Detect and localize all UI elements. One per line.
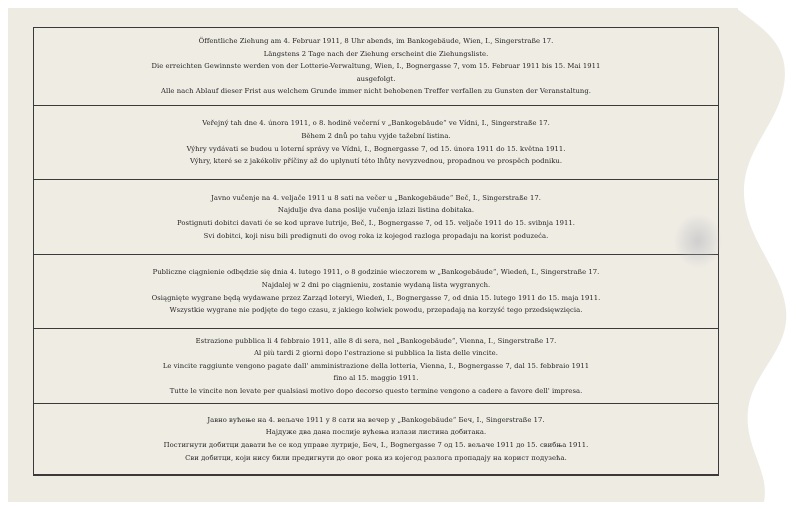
section-czech bbox=[34, 106, 718, 180]
section-serbian bbox=[34, 404, 718, 475]
lottery-notice bbox=[33, 27, 719, 476]
section-line: Výhry, které se z jakékoliv příčiny až do uplynutí této lhůty nevyzvednou, propadnou ve prospěch podniku. bbox=[189, 157, 563, 166]
section-line: Tutte le vincite non levate per qualsiasi motivo dopo decorso questo termine vengono a cadere a favore dell' impresa. bbox=[169, 386, 583, 395]
section-line: Wszystkie wygrane nie podjęte do tego czasu, z jakiego kolwiek powodu, przepadają na korzyść tego przedsięwzięcia. bbox=[169, 306, 583, 315]
section-line: Die erreichten Gewinnste werden von der Lotterie-Verwaltung, Wien, I., Bognergasse 7, vom 15. Februar 1911 bis 15. Mai 1911 bbox=[151, 62, 601, 71]
section-line: Сви добитци, који нису били предигнути до овог рока из којегод разлога пропадају на корист подузећа. bbox=[185, 453, 567, 462]
section-line: Osiągnięte wygrane będą wydawane przez Zarząd loteryi, Wiedeń, I., Bognergasse 7, od dnia 15. lutego 1911 do 15. maja 1911. bbox=[151, 293, 601, 302]
section-line: Postignuti dobitci davati će se kod uprave lutrije, Beč, I., Bognergasse 7, od 15. veljače 1911 do 15. svibnja 1911. bbox=[177, 219, 575, 227]
section-line: Al più tardi 2 giorni dopo l'estrazione si pubblica la lista delle vincite. bbox=[254, 349, 498, 358]
section-line: Постигнути добитци давати ће се код управе лутрије, Беч, I., Bognergasse 7 од 15. вељаче 1911 до 15. свибња 1911. bbox=[163, 441, 589, 449]
section-line: Výhry vydávati se budou u loterní správy ve Vídni, I., Bognergasse 7, od 15. února 1911 do 15. května 1911. bbox=[186, 144, 566, 153]
section-line: Le vincite raggiunte vengono pagate dall' amministrazione della lotteria, Vienna, I., Bognergasse 7, dal 15. febbraio 1911 bbox=[162, 361, 590, 370]
section-line: Publiczne ciągnienie odbędzie się dnia 4. lutego 1911, o 8 godzinie wieczorem w „Bankogebäude“, Wiedeń, I., Singerstraße 17. bbox=[152, 268, 600, 277]
section-line: Najdalej w 2 dni po ciągnieniu, zostanie wydaną lista wygranych. bbox=[261, 280, 491, 289]
section-polish bbox=[34, 255, 718, 329]
section-italian bbox=[34, 329, 718, 404]
section-line: Öffentliche Ziehung am 4. Februar 1911, 8 Uhr abends, im Bankogebäude, Wien, I., Singerstraße 17. bbox=[198, 37, 554, 46]
section-line: Veřejný tah dne 4. února 1911, o 8. hodině večerní v „Bankogebäude“ ve Vídni, I., Singerstraße 17. bbox=[202, 119, 550, 128]
section-line: Längstens 2 Tage nach der Ziehung erscheint die Ziehungsliste. bbox=[263, 49, 489, 58]
section-line: Најдуже два дана послије вућења излази листина добитака. bbox=[265, 428, 487, 437]
section-line: Javno vučenje na 4. veljače 1911 u 8 sati na večer u „Bankogebäude“ Beč, I., Singerstraße 17. bbox=[211, 193, 541, 202]
section-croatian bbox=[34, 180, 718, 255]
section-line: Najdulje dva dana poslije vučenja izlazi listina dobitaka. bbox=[277, 206, 475, 215]
section-line: Alle nach Ablauf dieser Frist aus welchem Grunde immer nicht behobenen Treffer verfallen zu Gunsten der Veranstaltung. bbox=[161, 87, 591, 96]
section-line: ausgefolgt. bbox=[356, 74, 396, 83]
section-line: fino al 15. maggio 1911. bbox=[333, 374, 419, 383]
section-line: Svi dobitci, koji nisu bili predignuti do ovog roka iz kojegod razloga propadaju na korist poduzeća. bbox=[203, 231, 549, 240]
section-line: Během 2 dnů po tahu vyjde tažební listina. bbox=[301, 131, 451, 140]
section-line: Јавно вућење на 4. вељаче 1911 у 8 сати на вечер у „Bankogebäude“ Беч, I., Singerstraße 17. bbox=[207, 415, 545, 424]
section-german bbox=[34, 28, 718, 106]
section-line: Estrazione pubblica li 4 febbraio 1911, alle 8 di sera, nel „Bankogebäude“, Vienna, I., Singerstraße 17. bbox=[195, 336, 557, 345]
